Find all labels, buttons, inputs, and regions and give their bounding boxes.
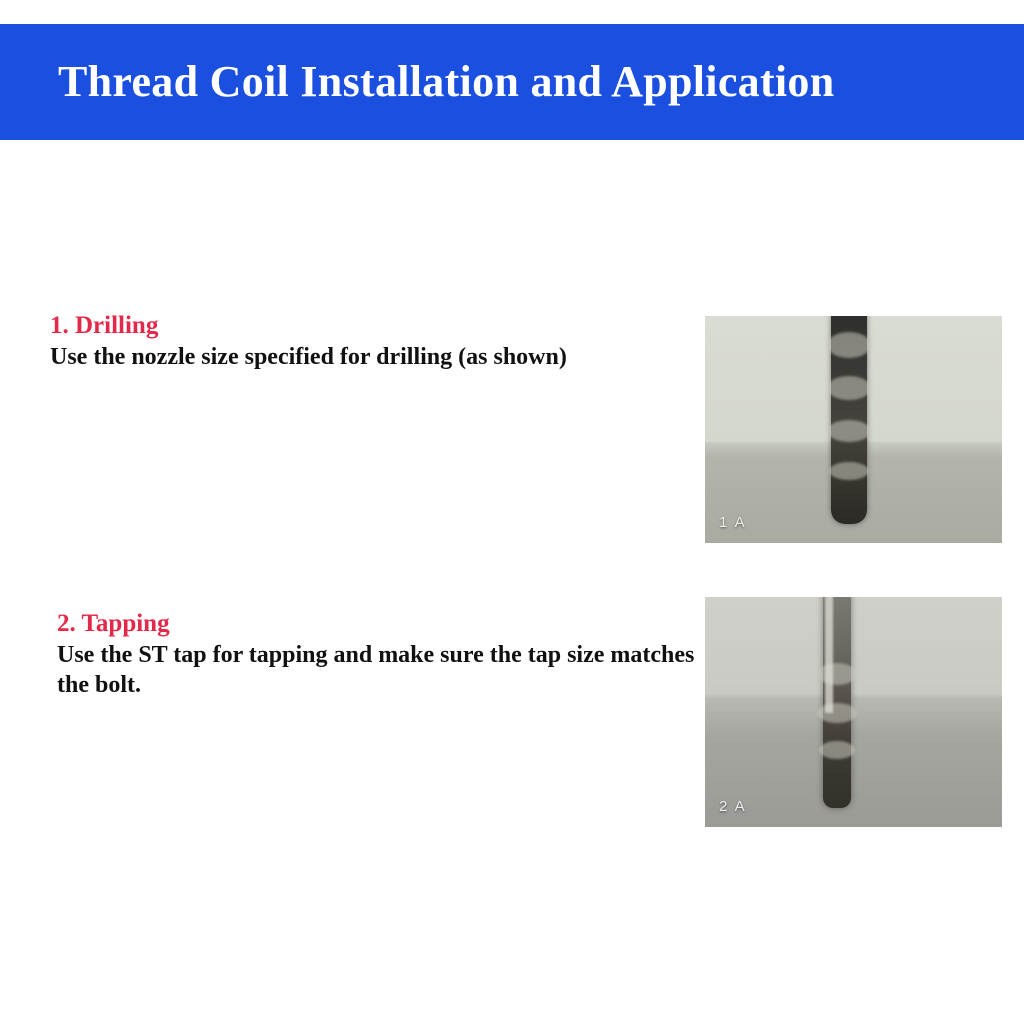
header-band [0,24,1024,140]
step-1-photo-label: 1 A [719,514,747,531]
drill-bit-icon [831,316,867,524]
step-2-text-block [57,610,697,700]
step-1-body: Use the nozzle size specified for drilling (as shown) [50,343,567,370]
step-1-text-block [50,312,690,373]
step-2-photo-label: 2 A [719,798,747,815]
step-1-photo [705,316,1002,543]
step-2-heading: 2. Tapping [57,610,170,637]
step-1-heading: 1. Drilling [50,312,159,339]
bottom-strip [0,1002,1024,1024]
step-2-photo [705,597,1002,827]
tool-highlight [825,597,833,713]
page-title: Thread Coil Installation and Application [58,56,835,106]
step-2-body: Use the ST tap for tapping and make sure the tap size matches the bolt. [57,641,695,698]
